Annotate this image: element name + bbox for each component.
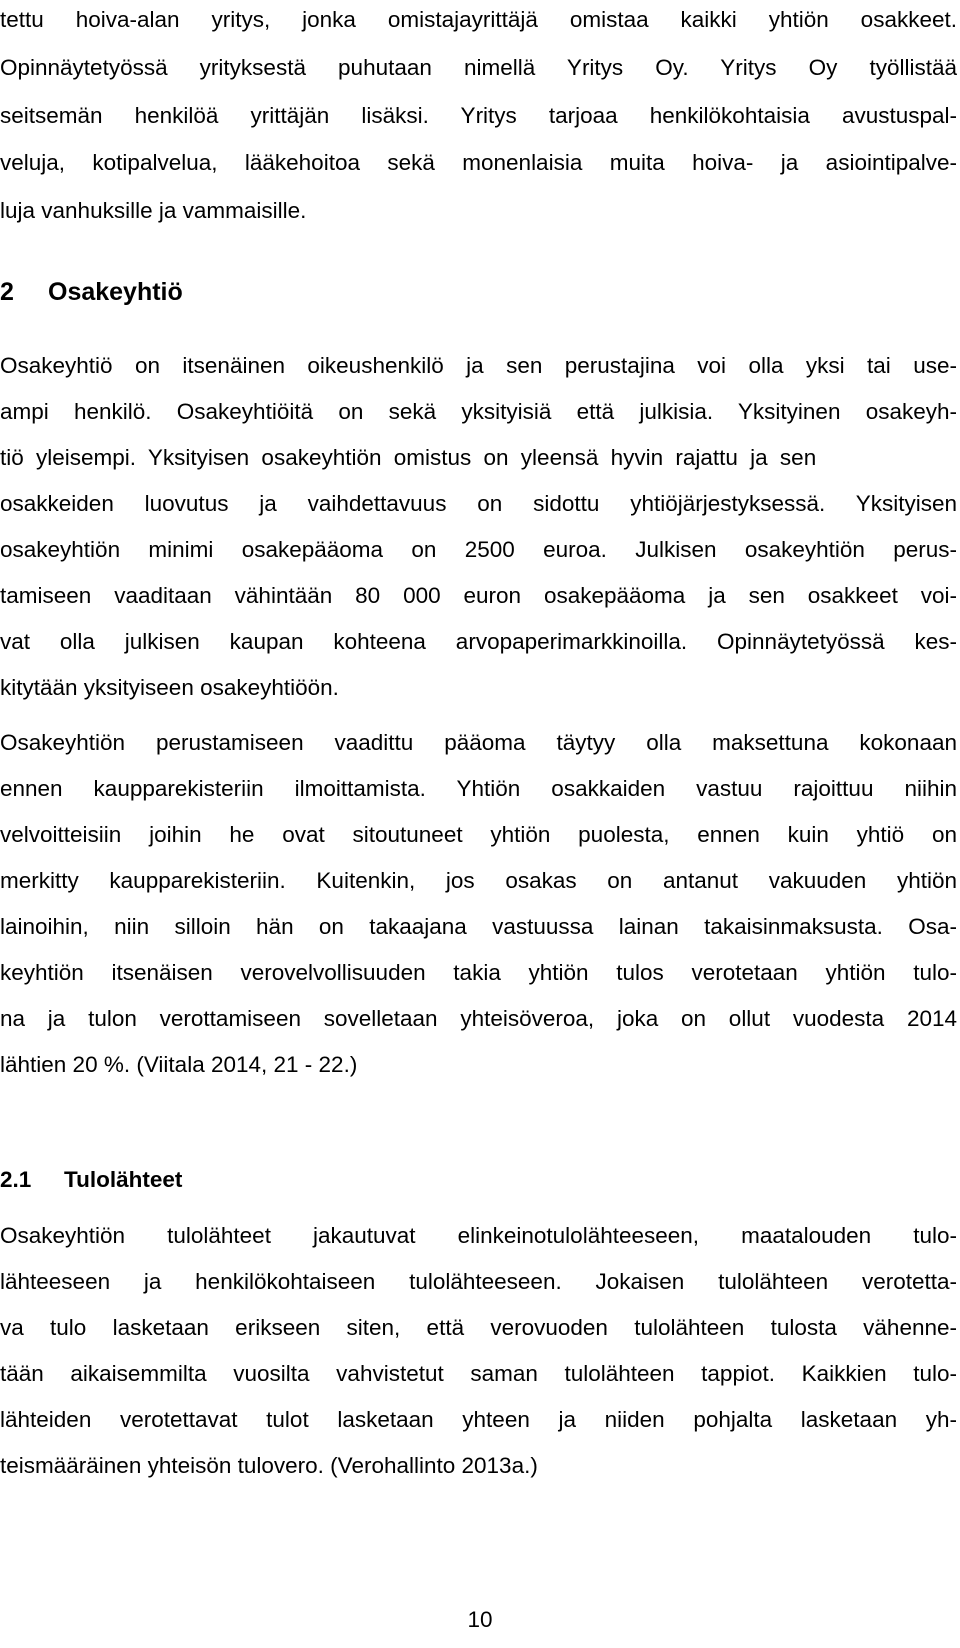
text-line-content: lähteeseen ja henkilökohtaiseen tulolähteeseen. Jokaisen tulolähteen verotetta-	[0, 1269, 957, 1294]
text-line	[0, 48, 960, 88]
text-line-content: na ja tulon verottamiseen sovelletaan yhteisöveroa, joka on ollut vuodesta 2014	[0, 1006, 957, 1031]
text-line	[0, 1045, 960, 1085]
text-line	[0, 815, 960, 855]
text-line-content: Opinnäytetyössä yrityksestä puhutaan nimellä Yritys Oy. Yritys Oy työllistää	[0, 55, 957, 80]
text-line-content: seitsemän henkilöä yrittäjän lisäksi. Yritys tarjoaa henkilökohtaisia avustuspal-	[0, 103, 957, 128]
text-line	[0, 346, 960, 386]
text-line	[0, 484, 960, 524]
text-line	[0, 1354, 960, 1394]
text-line	[0, 907, 960, 947]
section-title: Osakeyhtiö	[48, 278, 183, 306]
text-line-content: tiö yleisempi. Yksityisen osakeyhtiön omistus on yleensä hyvin rajattu ja sen	[0, 445, 817, 470]
text-line	[0, 999, 960, 1039]
text-line-content: va tulo lasketaan erikseen siten, että verovuoden tulolähteen tulosta vähenne-	[0, 1315, 957, 1340]
text-line-content: teismääräinen yhteisön tulovero. (Verohallinto 2013a.)	[0, 1453, 538, 1478]
text-line-content: tettu hoiva-alan yritys, jonka omistajayrittäjä omistaa kaikki yhtiön osakkeet.	[0, 7, 957, 32]
text-line-content: lainoihin, niin silloin hän on takaajana vastuussa lainan takaisinmaksusta. Osa-	[0, 914, 957, 939]
text-line	[0, 1446, 960, 1486]
subsection-heading	[0, 1160, 182, 1200]
text-line	[0, 668, 960, 708]
section-heading	[0, 270, 183, 314]
text-line-content: merkitty kaupparekisteriin. Kuitenkin, jos osakas on antanut vakuuden yhtiön	[0, 868, 957, 893]
text-line	[0, 392, 960, 432]
text-line	[0, 1400, 960, 1440]
text-line-content: kitytään yksityiseen osakeyhtiöön.	[0, 675, 339, 700]
text-line-content: tään aikaisemmilta vuosilta vahvistetut saman tulolähteen tappiot. Kaikkien tulo-	[0, 1361, 957, 1386]
text-line-content: vat olla julkisen kaupan kohteena arvopaperimarkkinoilla. Opinnäytetyössä kes-	[0, 629, 957, 654]
text-line	[0, 191, 960, 231]
text-line	[0, 0, 960, 40]
text-line-content: Osakeyhtiö on itsenäinen oikeushenkilö ja sen perustajina voi olla yksi tai use-	[0, 353, 957, 378]
text-line	[0, 438, 960, 478]
text-line	[0, 1262, 960, 1302]
text-line	[0, 769, 960, 809]
text-line-content: luja vanhuksille ja vammaisille.	[0, 198, 307, 223]
text-line-content: tamiseen vaaditaan vähintään 80 000 euron osakepääoma ja sen osakkeet voi-	[0, 583, 957, 608]
subsection-number: 2.1	[0, 1167, 32, 1192]
text-line	[0, 861, 960, 901]
text-line-content: lähtien 20 %. (Viitala 2014, 21 - 22.)	[0, 1052, 358, 1077]
subsection-title: Tulolähteet	[64, 1167, 183, 1192]
text-line	[0, 953, 960, 993]
text-line	[0, 576, 960, 616]
text-line	[0, 530, 960, 570]
text-line-content: ennen kaupparekisteriin ilmoittamista. Yhtiön osakkaiden vastuu rajoittuu niihin	[0, 776, 957, 801]
text-line-content: lähteiden verotettavat tulot lasketaan yhteen ja niiden pohjalta lasketaan yh-	[0, 1407, 957, 1432]
section-number: 2	[0, 278, 14, 306]
text-line-content: Osakeyhtiön tulolähteet jakautuvat elinkeinotulolähteeseen, maatalouden tulo-	[0, 1223, 957, 1248]
text-line-content: osakkeiden luovutus ja vaihdettavuus on sidottu yhtiöjärjestyksessä. Yksityisen	[0, 491, 957, 516]
text-line-content: Osakeyhtiön perustamiseen vaadittu pääoma täytyy olla maksettuna kokonaan	[0, 730, 957, 755]
text-line	[0, 1308, 960, 1348]
text-line-content: keyhtiön itsenäisen verovelvollisuuden takia yhtiön tulos verotetaan yhtiön tulo-	[0, 960, 957, 985]
page-number: 10	[467, 1607, 493, 1632]
text-line	[0, 143, 960, 183]
text-line-content: veluja, kotipalvelua, lääkehoitoa sekä monenlaisia muita hoiva- ja asiointipalve-	[0, 150, 957, 175]
text-line-content: osakeyhtiön minimi osakepääoma on 2500 euroa. Julkisen osakeyhtiön perus-	[0, 537, 957, 562]
text-line	[0, 1216, 960, 1256]
text-line	[0, 723, 960, 763]
text-line-content: velvoitteisiin joihin he ovat sitoutuneet yhtiön puolesta, ennen kuin yhtiö on	[0, 822, 957, 847]
text-line	[0, 622, 960, 662]
text-line	[0, 96, 960, 136]
text-line-content: ampi henkilö. Osakeyhtiöitä on sekä yksityisiä että julkisia. Yksityinen osakeyh-	[0, 399, 957, 424]
